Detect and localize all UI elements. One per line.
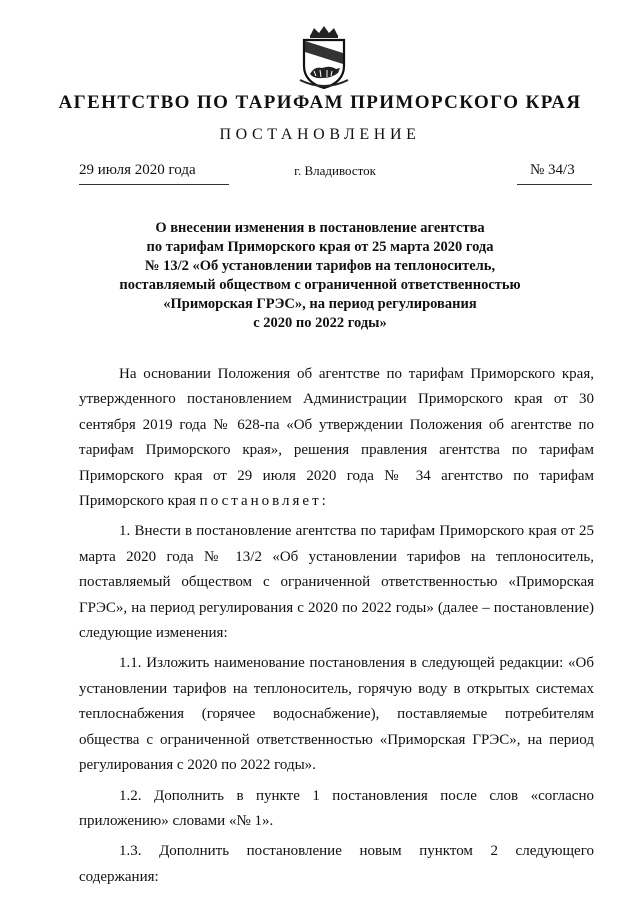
subject-line: поставляемый обществом с ограниченной ответственностью [119,277,521,293]
document-body [79,362,594,895]
document-date: 29 июля 2020 года [79,162,196,178]
number-underline [517,184,592,185]
subject-line: по тарифам Приморского края от 25 марта 2020 года [146,239,494,255]
document-number: № 34/3 [530,162,575,178]
document-type: ПОСТАНОВЛЕНИЕ [219,126,421,143]
paragraph-item-1-3: 1.3. Дополнить постановление новым пунктом 2 следующего содержания: [79,843,594,885]
document-subject [0,219,640,333]
preamble-text: На основании Положения об агентстве по тарифам Приморского края, утвержденного постановлением Администрации Приморского края от 30 сентября 2019 года № 628-па «Об утверждении Положения об агентстве по тарифам Приморского края», решения правления агентства по тарифам Приморского края от 29 июля 2020 года № 34 агентство по тарифам Приморского края [79,366,594,510]
subject-line: О внесении изменения в постановление агентства [155,220,485,236]
subject-line: с 2020 по 2022 годы» [253,315,387,331]
agency-name: АГЕНТСТВО ПО ТАРИФАМ ПРИМОРСКОГО КРАЯ [58,92,582,113]
paragraph-item-1-1: 1.1. Изложить наименование постановления в следующей редакции: «Об установлении тарифов на теплоноситель, горячую воду в открытых системах теплоснабжения (горячее водоснабжение), поставляемые потребителям общества с ограниченной ответственностью «Приморская ГРЭС», на период регулирования с 2020 по 2022 годы». [79,655,594,774]
subject-line: № 13/2 «Об установлении тарифов на теплоноситель, [144,258,496,274]
preamble-decree-word: постановляет: [199,493,329,510]
subject-line: «Приморская ГРЭС», на период регулирования [163,296,477,312]
paragraph-item-1-2: 1.2. Дополнить в пункте 1 постановления после слов «согласно приложению» словами «№ 1». [79,787,594,829]
coat-of-arms-icon [296,24,352,90]
date-underline [79,184,229,185]
document-city: г. Владивосток [294,163,376,178]
paragraph-item-1: 1. Внести в постановление агентства по тарифам Приморского края от 25 марта 2020 года № 13/2 «Об установлении тарифов на теплоноситель, поставляемый обществом с ограниченной ответственностью «Приморская ГРЭС», на период регулирования с 2020 по 2022 годы» (далее – постановление) следующие изменения: [79,523,594,642]
paragraph-preamble [79,362,594,514]
